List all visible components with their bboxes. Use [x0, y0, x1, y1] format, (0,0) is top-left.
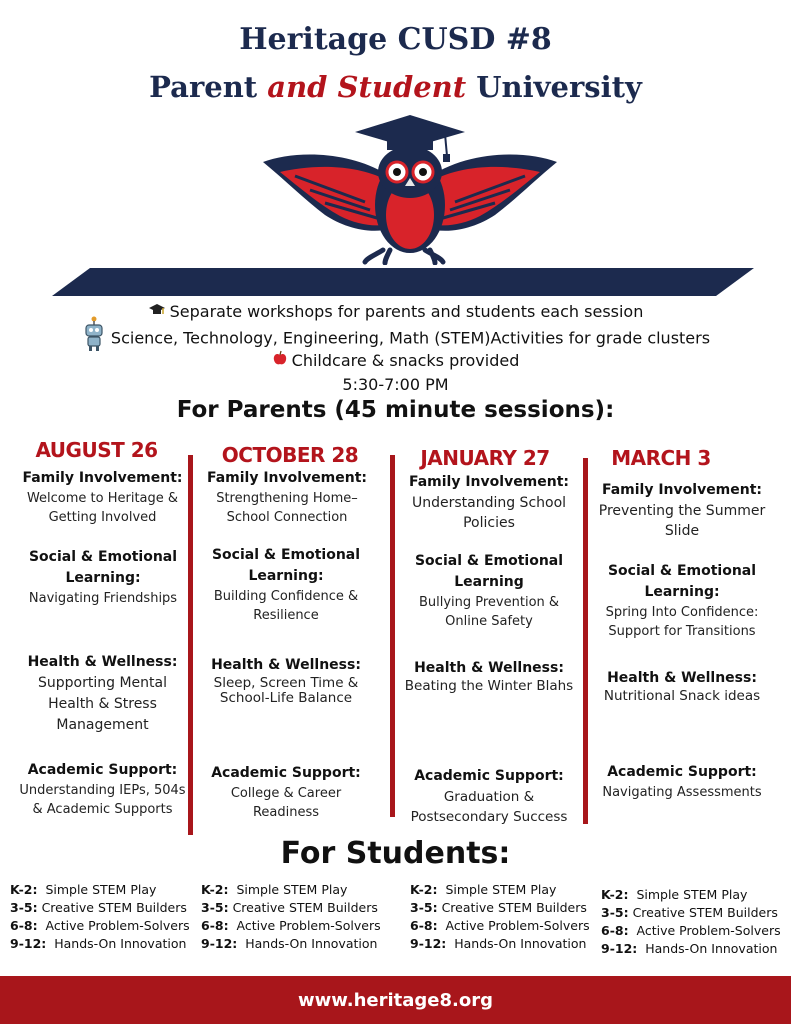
title-suffix: University	[466, 70, 642, 104]
health-block	[400, 658, 578, 694]
block-heading: Social & Emotional Learning:	[607, 563, 757, 600]
block-text: Graduation & Postsecondary Success	[410, 789, 568, 825]
block-heading: Academic Support:	[211, 765, 361, 781]
block-heading: Health & Wellness:	[211, 657, 361, 673]
block-heading: Social & Emotional Learning	[414, 553, 564, 590]
academic-block	[200, 763, 372, 822]
health-block	[590, 668, 774, 704]
block-text: Sleep, Screen Time & School-Life Balance	[213, 675, 359, 706]
block-text: Bullying Prevention & Online Safety	[418, 595, 560, 629]
session-date: OCTOBER 28	[221, 443, 359, 467]
block-text: Welcome to Heritage & Getting Involved	[26, 491, 179, 525]
list-item: 9-12: Hands-On Innovation	[601, 941, 778, 956]
family-involvement-block	[202, 468, 372, 527]
school-name: Heritage CUSD #8	[239, 22, 552, 57]
block-text: Navigating Assessments	[602, 785, 762, 800]
website-link[interactable]: www.heritage8.org	[298, 990, 493, 1011]
list-item: 6-8: Active Problem-Solvers	[410, 918, 590, 933]
block-heading: Academic Support:	[27, 762, 178, 778]
list-item: 9-12: Hands-On Innovation	[10, 936, 187, 951]
student-grade-list	[201, 881, 381, 953]
robot-icon	[81, 326, 107, 352]
session-time: 5:30-7:00 PM	[342, 375, 449, 394]
block-text: Understanding School Policies	[411, 495, 567, 531]
student-grade-list	[410, 881, 590, 953]
column-divider	[390, 455, 395, 817]
list-item: 9-12: Hands-On Innovation	[410, 936, 587, 951]
block-text: Building Confidence & Resilience	[213, 589, 359, 623]
title-prefix: Parent	[149, 70, 268, 104]
academic-block	[15, 760, 190, 819]
academic-block	[396, 766, 582, 827]
sel-block	[200, 545, 372, 625]
owl-mascot-icon	[255, 110, 565, 265]
list-item: 3-5: Creative STEM Builders	[201, 900, 378, 915]
student-grade-list	[601, 886, 781, 958]
health-block	[15, 652, 190, 736]
block-heading: Health & Wellness:	[27, 654, 178, 670]
list-item: 3-5: Creative STEM Builders	[601, 905, 778, 920]
block-text: Beating the Winter Blahs	[404, 678, 574, 694]
block-text: Preventing the Summer Slide	[598, 503, 766, 539]
block-text: Spring Into Confidence: Support for Transitions	[605, 605, 759, 639]
list-item: 6-8: Active Problem-Solvers	[10, 918, 190, 933]
block-heading: Family Involvement:	[601, 482, 763, 498]
column-divider	[583, 458, 588, 824]
block-heading: Family Involvement:	[408, 474, 570, 490]
info-line-3: Childcare & snacks provided	[291, 351, 520, 370]
list-item: 6-8: Active Problem-Solvers	[201, 918, 381, 933]
session-date: MARCH 3	[611, 446, 711, 470]
list-item: K-2: Simple STEM Play	[601, 887, 748, 902]
program-title	[0, 70, 791, 104]
block-text: Nutritional Snack ideas	[603, 688, 761, 704]
parents-heading: For Parents (45 minute sessions):	[176, 397, 615, 423]
block-text: Navigating Friendships	[28, 591, 178, 606]
block-heading: Health & Wellness:	[607, 670, 757, 686]
list-item: 9-12: Hands-On Innovation	[201, 936, 378, 951]
info-line-1: Separate workshops for parents and students each session	[169, 302, 644, 321]
session-date: AUGUST 26	[35, 438, 158, 462]
family-involvement-block	[596, 480, 768, 541]
block-heading: Social & Emotional Learning:	[211, 547, 361, 584]
family-involvement-block	[10, 468, 195, 527]
health-block	[200, 655, 372, 706]
block-heading: Social & Emotional Learning:	[28, 549, 178, 586]
footer-bar	[0, 976, 791, 1024]
session-date: JANUARY 27	[420, 446, 550, 470]
list-item: 3-5: Creative STEM Builders	[410, 900, 587, 915]
block-heading: Academic Support:	[414, 768, 564, 784]
block-text: Supporting Mental Health & Stress Management	[38, 675, 167, 733]
info-line-2: Science, Technology, Engineering, Math (STEM)Activities for grade clusters	[110, 328, 711, 348]
list-item: 6-8: Active Problem-Solvers	[601, 923, 781, 938]
sel-block	[8, 547, 198, 608]
academic-block	[596, 762, 768, 802]
apple-icon	[272, 350, 288, 370]
family-involvement-block	[400, 472, 578, 533]
block-heading: Family Involvement:	[206, 470, 368, 486]
title-accent: and Student	[267, 70, 467, 104]
block-heading: Academic Support:	[607, 764, 757, 780]
block-text: Understanding IEPs, 504s & Academic Supports	[19, 783, 186, 817]
block-text: College & Career Readiness	[230, 786, 342, 820]
block-text: Strengthening Home–School Connection	[216, 491, 358, 525]
graduation-cap-icon	[148, 302, 166, 321]
info-line-workshops	[0, 302, 791, 321]
info-line-stem	[0, 326, 791, 352]
sel-block	[596, 561, 768, 641]
student-grade-list	[10, 881, 190, 953]
list-item: K-2: Simple STEM Play	[201, 882, 348, 897]
info-line-childcare	[0, 350, 791, 370]
sel-block	[400, 551, 578, 631]
students-heading: For Students:	[280, 836, 511, 871]
list-item: K-2: Simple STEM Play	[10, 882, 157, 897]
list-item: K-2: Simple STEM Play	[410, 882, 557, 897]
block-heading: Health & Wellness:	[414, 660, 564, 676]
list-item: 3-5: Creative STEM Builders	[10, 900, 187, 915]
navy-banner	[52, 268, 754, 296]
block-heading: Family Involvement:	[22, 470, 183, 486]
